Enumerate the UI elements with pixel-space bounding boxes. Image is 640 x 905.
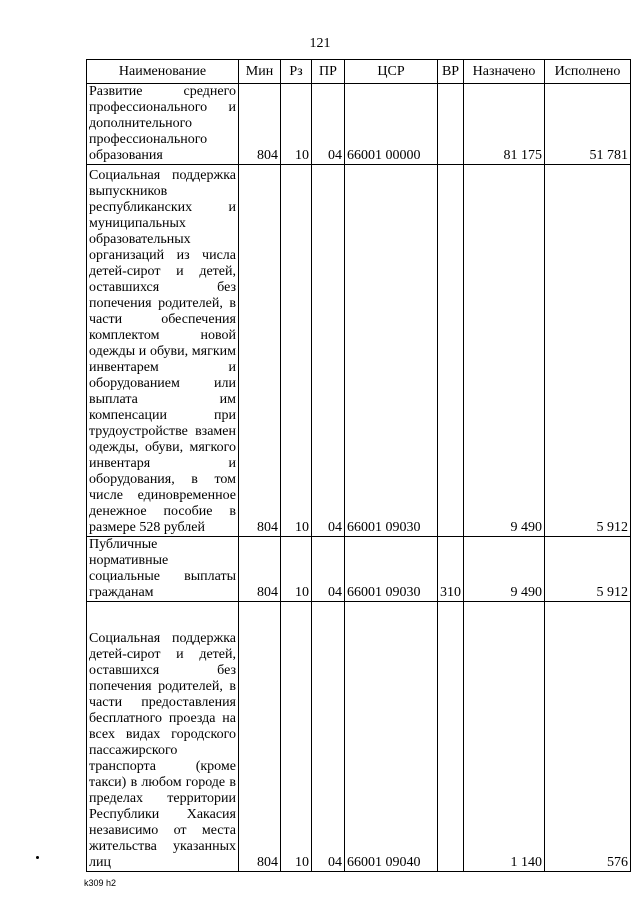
cell-assigned: 81 175 <box>464 84 545 165</box>
cell-rz: 10 <box>281 602 312 872</box>
footer-code: k309 h2 <box>84 878 117 888</box>
cell-vr <box>438 602 464 872</box>
cell-name <box>87 165 239 537</box>
margin-dot <box>36 856 39 859</box>
cell-pr: 04 <box>312 602 345 872</box>
row-name-text: Социальная поддержка выпускников республиканских и муниципальных образовательных организаций из числа детей-сирот и детей, оставшихся без попечения родителей, в части обеспечения комплектом новой одежды и обуви, мягким инвентарем и оборудованием или выплата им компенсации при трудоустройстве взамен одежды, обуви, мягкого инвентаря и оборудования, в том числе единовременное денежное пособие в размере 528 рублей <box>89 168 236 535</box>
cell-vr <box>438 84 464 165</box>
cell-executed: 576 <box>545 602 631 872</box>
cell-executed: 5 912 <box>545 537 631 602</box>
table-row <box>87 602 631 872</box>
cell-csr: 66001 09030 <box>345 537 438 602</box>
table-row <box>87 84 631 165</box>
cell-csr: 66001 09030 <box>345 165 438 537</box>
cell-executed: 5 912 <box>545 165 631 537</box>
table-header-row <box>87 60 631 84</box>
cell-vr <box>438 165 464 537</box>
header-csr: ЦСР <box>345 60 438 84</box>
page-number: 121 <box>309 36 331 51</box>
cell-pr: 04 <box>312 537 345 602</box>
cell-assigned: 9 490 <box>464 165 545 537</box>
header-min: Мин <box>239 60 281 84</box>
cell-executed: 51 781 <box>545 84 631 165</box>
cell-rz: 10 <box>281 165 312 537</box>
header-vr: ВР <box>438 60 464 84</box>
header-executed: Исполнено <box>545 60 631 84</box>
cell-min: 804 <box>239 537 281 602</box>
cell-csr: 66001 00000 <box>345 84 438 165</box>
header-assigned: Назначено <box>464 60 545 84</box>
header-rz: Рз <box>281 60 312 84</box>
cell-rz: 10 <box>281 84 312 165</box>
table-row <box>87 537 631 602</box>
cell-assigned: 1 140 <box>464 602 545 872</box>
cell-name <box>87 602 239 872</box>
cell-assigned: 9 490 <box>464 537 545 602</box>
cell-name <box>87 537 239 602</box>
cell-min: 804 <box>239 84 281 165</box>
table-row <box>87 165 631 537</box>
cell-rz: 10 <box>281 537 312 602</box>
cell-name <box>87 84 239 165</box>
row-name-text: Публичные нормативные социальные выплаты гражданам <box>89 537 236 600</box>
cell-min: 804 <box>239 602 281 872</box>
header-pr: ПР <box>312 60 345 84</box>
budget-table <box>86 59 631 872</box>
header-name: Наименование <box>87 60 239 84</box>
row-name-text: Развитие среднего профессионального и дополнительного профессионального образования <box>89 84 236 163</box>
cell-pr: 04 <box>312 165 345 537</box>
cell-vr: 310 <box>438 537 464 602</box>
row-name-text: Социальная поддержка детей-сирот и детей, оставшихся без попечения родителей, в части предоставления бесплатного проезда на всех видах городского пассажирского транспорта (кроме такси) в любом городе в пределах территории Республики Хакасия независимо от места жительства указанных лиц <box>89 631 236 870</box>
cell-min: 804 <box>239 165 281 537</box>
cell-csr: 66001 09040 <box>345 602 438 872</box>
cell-pr: 04 <box>312 84 345 165</box>
